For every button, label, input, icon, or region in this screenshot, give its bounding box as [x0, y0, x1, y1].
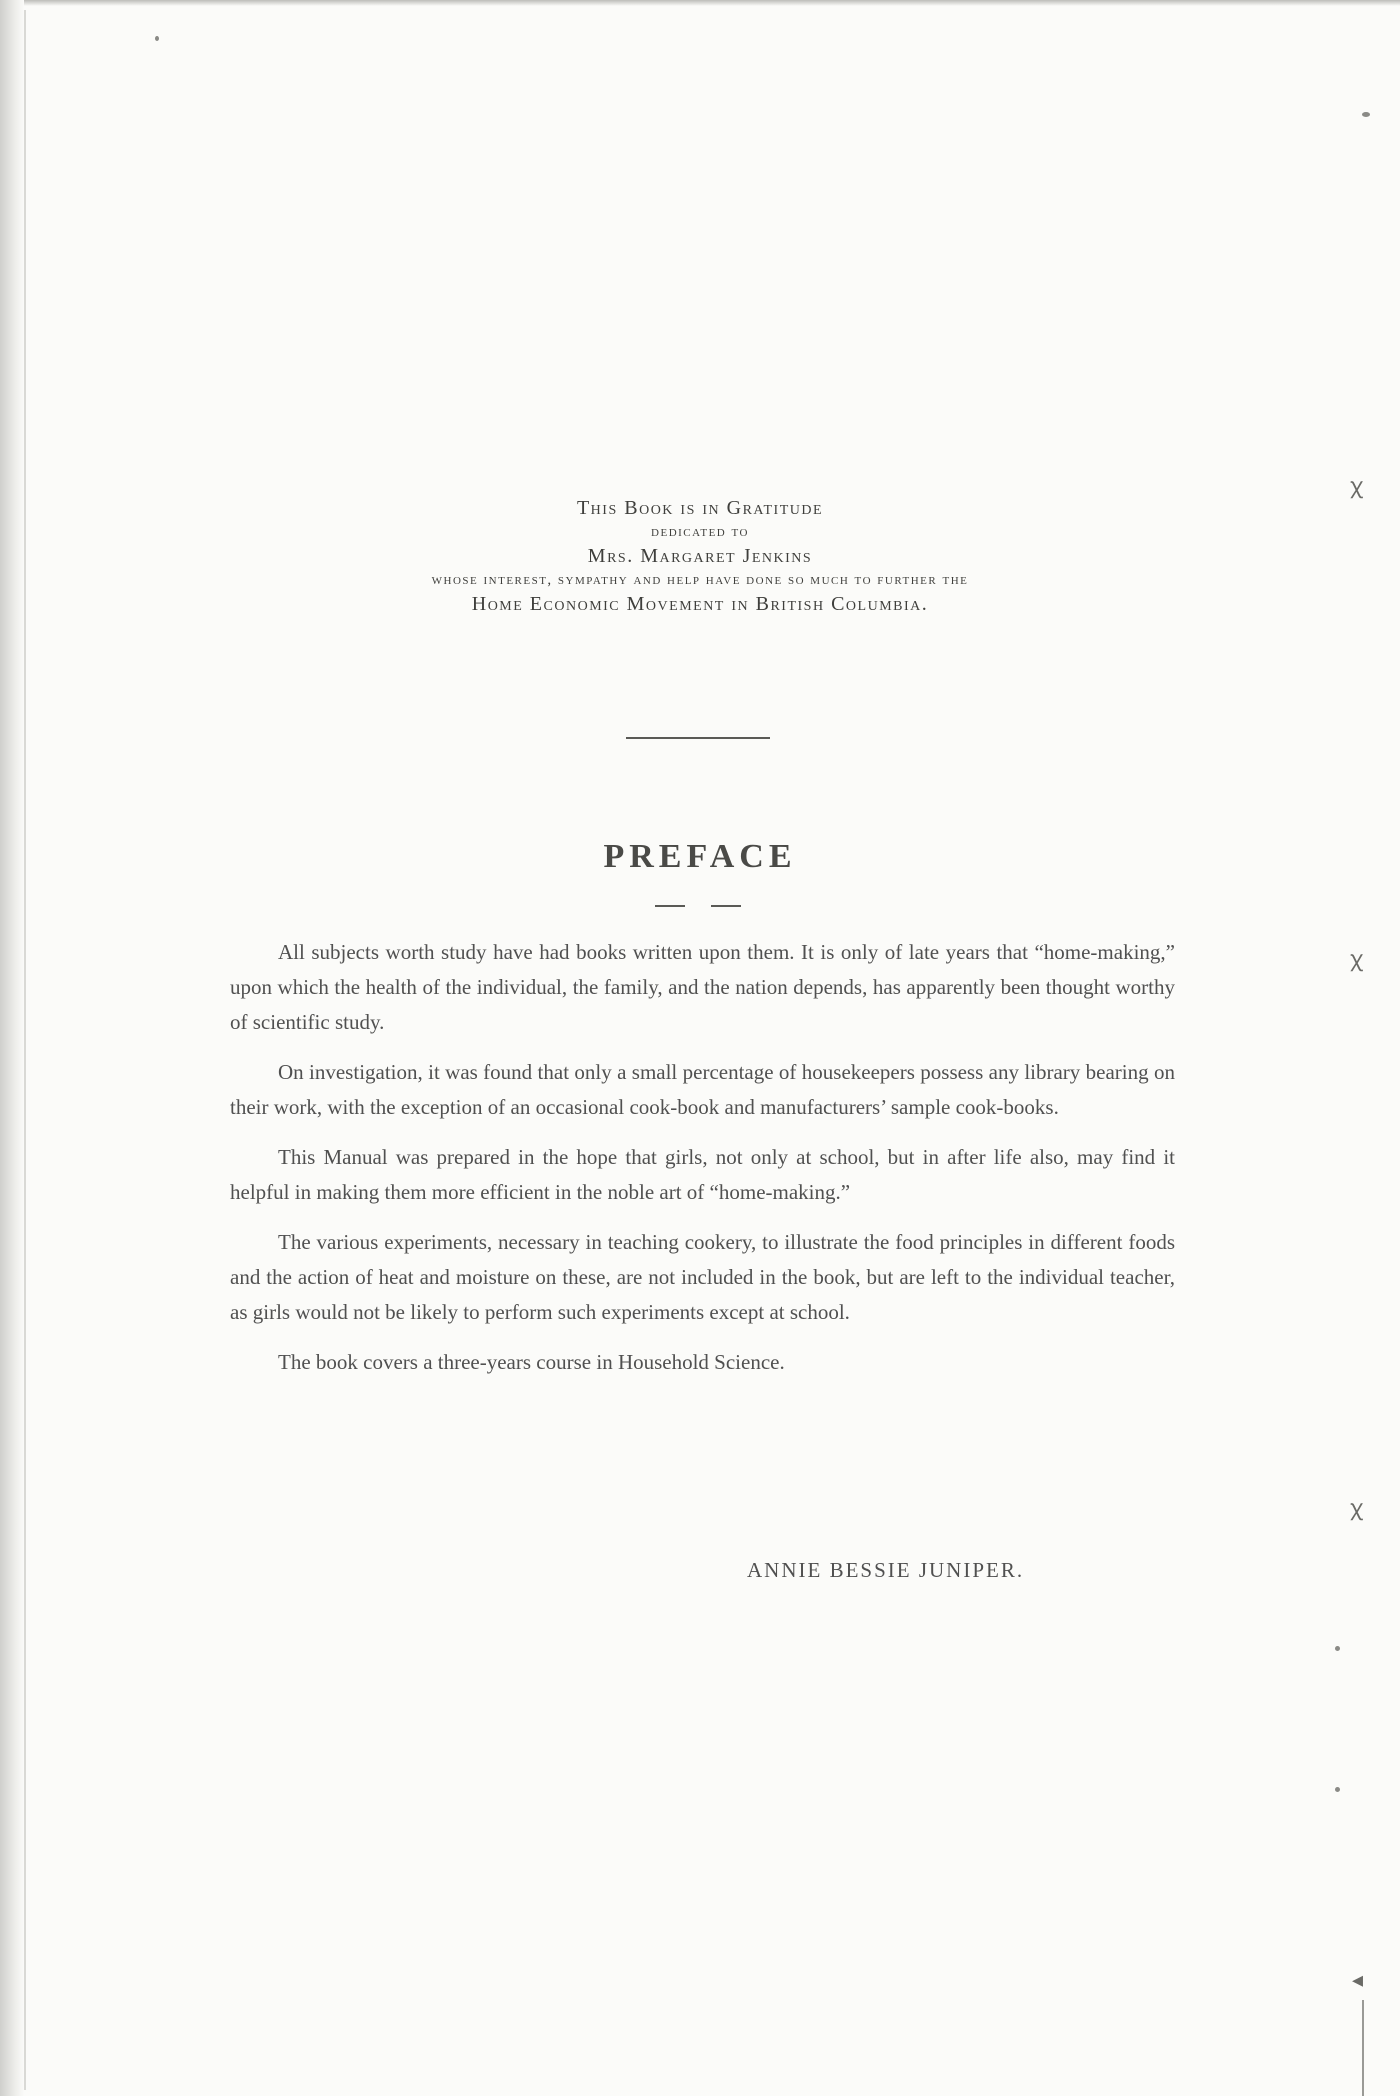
page-top-edge — [0, 0, 1400, 6]
preface-body — [230, 935, 1175, 1395]
scan-speck — [155, 36, 159, 41]
margin-mark: ꭓ — [1350, 474, 1363, 499]
author-signature: ANNIE BESSIE JUNIPER. — [747, 1558, 1025, 1582]
dedication-line: whose interest, sympathy and help have done so much to further the — [431, 572, 969, 588]
preface-paragraph: This Manual was prepared in the hope that girls, not only at school, but in after life also, may find it helpful in making them more efficient in the noble art of “home-making.” — [230, 1145, 1175, 1204]
title-underline — [711, 905, 741, 907]
dedication-line: dedicated to — [651, 524, 749, 540]
page-binding-line — [24, 10, 26, 2090]
section-divider — [626, 737, 770, 739]
dedication-line: This Book is in Gratitude — [576, 497, 824, 519]
title-underline — [655, 905, 685, 907]
preface-paragraph: The book covers a three-years course in Household Science. — [278, 1350, 785, 1374]
margin-mark: ꭓ — [1350, 1496, 1363, 1521]
preface-paragraph: On investigation, it was found that only a small percentage of housekeepers possess any library bearing on their work, with the exception of an occasional cook-book and manufacturers’ sample cook-books. — [230, 1060, 1175, 1119]
margin-mark: ꭓ — [1350, 947, 1363, 972]
dedication-block — [0, 496, 1400, 616]
preface-paragraph: The various experiments, necessary in teaching cookery, to illustrate the food principles in different foods and the action of heat and moisture on these, are not included in the book, but are left to the individual teacher, as girls would not be likely to perform such experiments except at school. — [230, 1230, 1175, 1324]
page-left-edge — [0, 0, 24, 2096]
page-right-edge-line — [1362, 2000, 1364, 2096]
dedication-line: Home Economic Movement in British Columbia. — [471, 593, 929, 615]
scan-speck — [1335, 1646, 1340, 1651]
scan-speck — [1362, 112, 1370, 117]
preface-title: PREFACE — [603, 838, 797, 875]
scan-speck — [1335, 1787, 1340, 1792]
margin-mark: ◂ — [1352, 1968, 1364, 1993]
preface-paragraph: All subjects worth study have had books written upon them. It is only of late years that “home-making,” upon which the health of the individual, the family, and the nation depends, has apparently been thought worthy of scientific study. — [230, 940, 1175, 1034]
dedication-line: Mrs. Margaret Jenkins — [587, 545, 813, 567]
